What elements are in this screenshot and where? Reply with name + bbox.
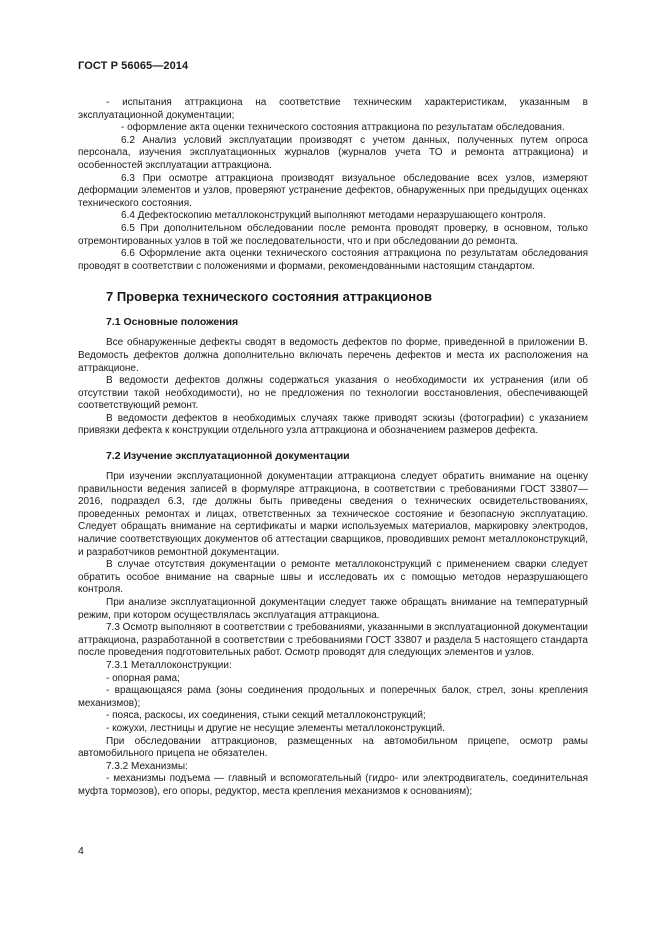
list-item: - вращающаяся рама (зоны соединения продольных и поперечных балок, стрел, зоны крепления механизмов); — [78, 685, 588, 709]
paragraph: 6.5 При дополнительном обследовании после ремонта проводят проверку, в основном, только отремонтированных узлов в той же последовательности, что и при обследовании до ремонта. — [78, 222, 588, 247]
paragraph: - испытания аттракциона на соответствие техническим характеристикам, указанным в эксплуатационной документации; — [78, 97, 588, 121]
paragraph: 7.3.2 Механизмы: — [106, 760, 188, 772]
paragraph: В случае отсутствия документации о ремонте металлоконструкций с применением сварки следует обратить особое внимание на сварные швы и исследовать их с помощью методов неразрушающего контроля. — [78, 559, 588, 596]
paragraph: При анализе эксплуатационной документации следует также обращать внимание на температурный режим, при котором осуществлялась эксплуатация аттракциона. — [78, 597, 588, 621]
standard-header: ГОСТ Р 56065—2014 — [78, 60, 189, 72]
paragraph: 7.3 Осмотр выполняют в соответствии с требованиями, указанными в эксплуатационной документации аттракциона, разработанной в соответствии с требованиями ГОСТ 33807 и раздела 5 настоящего стандарта после проведения подготовительных работ. Осмотр проводят для следующих элементов и узлов. — [78, 622, 589, 659]
section-heading: 7 Проверка технического состояния аттракционов — [106, 289, 432, 305]
list-item: - кожухи, лестницы и другие не несущие элементы металлоконструкций. — [106, 722, 446, 734]
paragraph: Все обнаруженные дефекты сводят в ведомость дефектов по форме, приведенной в приложении В. Ведомость дефектов должна дополнительно включать перечень дефектов и места их расположения на аттракционе. — [78, 337, 588, 374]
list-item: - опорная рама; — [106, 672, 180, 684]
paragraph: При обследовании аттракционов, размещенных на автомобильном прицепе, осмотр рамы автомобильного прицепа не обязателен. — [78, 735, 588, 760]
paragraph: - оформление акта оценки технического состояния аттракциона по результатам обследования. — [121, 122, 565, 134]
subsection-heading: 7.1 Основные положения — [106, 316, 239, 329]
list-item: - пояса, раскосы, их соединения, стыки секций металлоконструкций; — [106, 710, 426, 722]
paragraph: 7.3.1 Металлоконструкции: — [106, 659, 232, 671]
paragraph: 6.6 Оформление акта оценки технического состояния аттракциона по результатам обследования проводят в соответствии с положениями и формами, рекомендованными настоящим стандартом. — [78, 248, 588, 272]
subsection-heading: 7.2 Изучение эксплуатационной документации — [106, 450, 350, 463]
document-body — [78, 97, 588, 799]
paragraph: 6.3 При осмотре аттракциона производят визуальное обследование всех узлов, измеряют деформации элементов и узлов, проверяют устранение дефектов, обнаруженных при предыдущих оценках технического состояния. — [78, 172, 588, 209]
paragraph: При изучении эксплуатационной документации аттракциона следует обратить внимание на оценку правильности ведения записей в формуляре аттракциона, в соответствии с требованиями ГОСТ 33807—2016, подраздел 6.3, где должны быть приведены сведения о технических освидетельствованиях, проведенных ремонтах и лицах, ответственных за техническое состояние и безопасную эксплуатацию. Следует обращать внимание на сертификаты и марки используемых материалов, маркировку электродов, наличие соответствующих документов об аттестации сварщиков, проводивших ремонт металлоконструкций, и разработчиков ремонтной документации. — [78, 471, 588, 558]
page-number: 4 — [78, 845, 84, 857]
list-item: - механизмы подъема — главный и вспомогательный (гидро- или электродвигатель, соединительная муфта тормозов), его опоры, редуктор, места крепления механизмов к основаниям); — [78, 773, 588, 797]
paragraph: В ведомости дефектов в необходимых случаях также приводят эскизы (фотографии) с указанием привязки дефекта к конструкции отдельного узла аттракциона и обозначением размеров дефекта. — [78, 412, 588, 437]
paragraph: В ведомости дефектов должны содержаться указания о необходимости их устранения (или об отсутствии такой необходимости), но не предложения по технологии восстановления, обеспечивающей соответствующий ремонт. — [78, 375, 588, 412]
paragraph: 6.2 Анализ условий эксплуатации производят с учетом данных, полученных путем опроса персонала, изучения эксплуатационных журналов (журналов учета ТО и ремонта аттракциона) и особенностей эксплуатации аттракциона. — [78, 134, 588, 171]
paragraph: 6.4 Дефектоскопию металлоконструкций выполняют методами неразрушающего контроля. — [121, 210, 546, 222]
